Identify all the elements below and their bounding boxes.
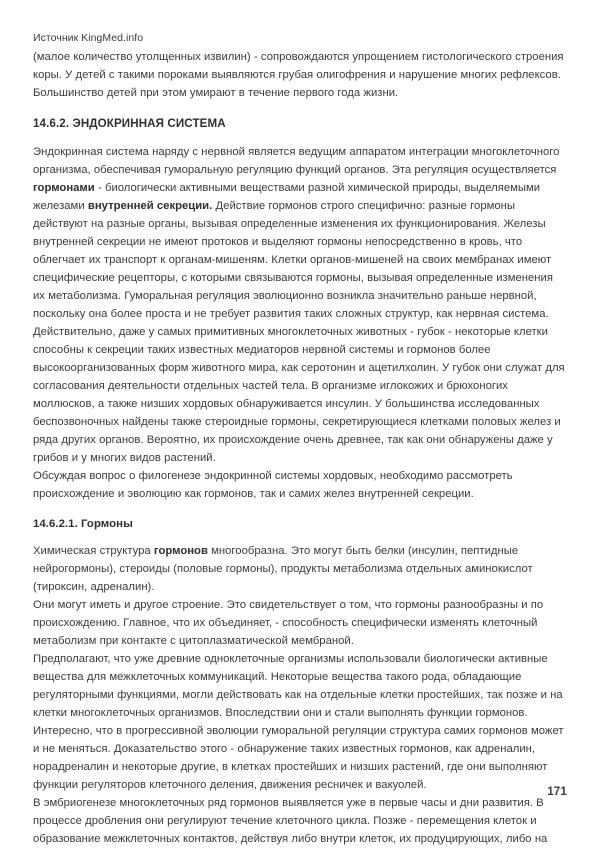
paragraph-text-part: - биологически активными веществами разной химической природы, выделяемыми железами bbox=[33, 182, 541, 212]
continued-paragraph: (малое количество утолщенных извилин) - сопровождаются упрощением гистологического строения коры. У детей с такими пороками выявляются грубая олигофрения и нарушение многих рефлексов. Большинство детей при этом умирают в течение первого года жизни. bbox=[33, 51, 564, 99]
source-header: Источник KingMed.info bbox=[33, 32, 144, 44]
paragraph-text-part: Химическая структура bbox=[33, 545, 154, 557]
emphasis-hormones: гормонами bbox=[33, 182, 95, 194]
paragraph-text-part: Действие гормонов строго специфично: разные гормоны действуют на разные органы, вызывая определенные изменения их функционирования. Железы внутренней секреции не имеют протоков и выделяют гормоны непосредственно в кровь, что облегчает их транспорт к органам-мишеням. Клетки органов-мишеней на своих мембранах имеют специфические рецепторы, с которыми связываются гормоны, вызывая определенные изменения их метаболизма. Гуморальная регуляция эволюционно возникла значительно раньше нервной, поскольку она более проста и не требует развития таких сложных структур, как нервная система. Действительно, даже у самых примитивных многоклеточных животных - губок - некоторые клетки способны к секреции таких известных медиаторов нервной системы и гормонов более высокоорганизованных форм животного мира, как серотонин и ацетилхолин. У губок они служат для согласования деятельности отдельных частей тела. В организме иглокожих и брюхоногих моллюсков, а также низших хордовых обнаруживается инсулин. У большинства исследованных беспозвоночных найдены также стероидные гормоны, секретирующиеся клетками половых желез и ряда других органов. Вероятно, их происхождение очень древнее, так как они обнаружены даже у грибов и у многих видов растений. bbox=[33, 200, 565, 464]
section-heading: 14.6.2. ЭНДОКРИННАЯ СИСТЕМА bbox=[33, 117, 226, 130]
paragraph-other-structure: Они могут иметь и другое строение. Это свидетельствует о том, что гормоны разнообразны и по происхождению. Главное, что их объединяет, - способность специфически изменять клеточный метаболизм при контакте с цитоплазматической мембраной. bbox=[33, 599, 544, 647]
paragraph-hormone-structure bbox=[33, 542, 568, 596]
paragraph-text-part: многообразна. Это могут быть белки (инсулин, пептидные нейрогормоны), стероиды (половые гормоны), продукты метаболизма отдельных аминокислот (тироксин, адреналин). bbox=[33, 545, 533, 593]
page-content bbox=[33, 31, 568, 848]
paragraph-ancient-organisms: Предполагают, что уже древние одноклеточные организмы использовали биологически активные вещества для межклеточных коммуникаций. Некоторые вещества такого рода, обладающие регуляторными функциями, могли действовать как на отдельные клетки простейших, так позже и на клетки многоклеточных организмов. Впоследствии они и стали выполнять функции гормонов. Интересно, что в прогрессивной эволюции гуморальной регуляции структура самих гормонов может и не меняться. Доказательство этого - обнаружение таких известных гормонов, как адреналин, норадреналин и некоторые другие, в клетках простейших и низших растений, где они выполняют функции регуляторов клеточного деления, движения ресничек и вакуолей. bbox=[33, 653, 564, 791]
emphasis-internal-secretion: внутренней секреции. bbox=[87, 200, 213, 212]
paragraph-endocrine-system bbox=[33, 143, 568, 467]
emphasis-hormones-genitive: гормонов bbox=[153, 545, 208, 557]
page-number: 171 bbox=[547, 786, 567, 798]
paragraph-embryogenesis: В эмбриогенезе многоклеточных ряд гормонов выявляется уже в первые часы и дни развития. В процессе дробления они регулируют течение клеточного цикла. Позже - перемещения клеток и образование межклеточных контактов, действуя либо внутри клеток, их продуцирующих, либо на bbox=[33, 797, 548, 845]
paragraph-text-part: Эндокринная система наряду с нервной является ведущим аппаратом интеграции многоклеточного организма, обеспечивая гуморальную регуляцию функций органов. Эта регуляция осуществляется bbox=[33, 146, 560, 176]
subsection-heading: 14.6.2.1. Гормоны bbox=[33, 518, 133, 530]
paragraph-phylogenesis: Обсуждая вопрос о филогенезе эндокринной системы хордовых, необходимо рассмотреть происхождение и эволюцию как гормонов, так и самих желез внутренней секреции. bbox=[33, 470, 513, 500]
